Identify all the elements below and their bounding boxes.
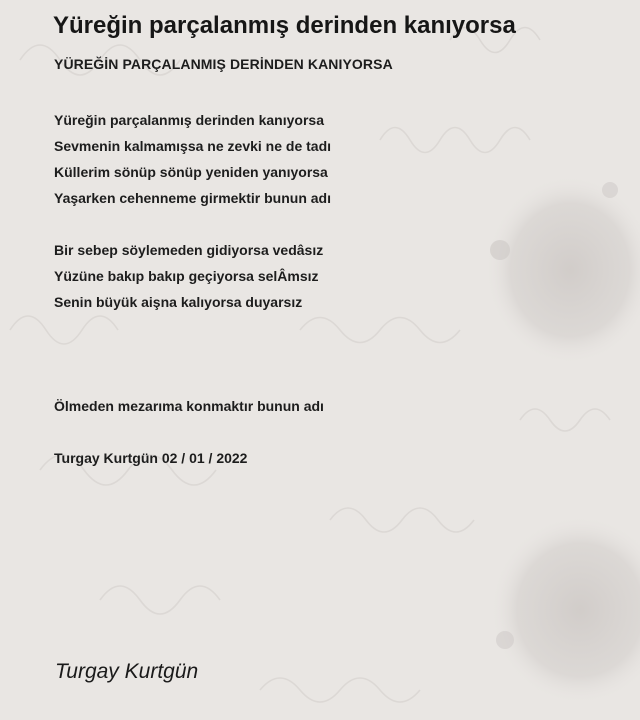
poem-line: Sevmenin kalmamışsa ne zevki ne de tadı bbox=[54, 138, 332, 154]
signature-line: Turgay Kurtgün 02 / 01 / 2022 bbox=[54, 450, 248, 466]
poem-line: Küllerim sönüp sönüp yeniden yanıyorsa bbox=[54, 164, 328, 180]
poem-line: Yüreğin parçalanmış derinden kanıyorsa bbox=[54, 112, 324, 128]
poem-line: Bir sebep söylemeden gidiyorsa vedâsız bbox=[54, 242, 324, 258]
closing-line: Ölmeden mezarıma konmaktır bunun adı bbox=[54, 398, 324, 414]
poem-line: Senin büyük aişna kalıyorsa duyarsız bbox=[54, 294, 303, 310]
author-name: Turgay Kurtgün bbox=[55, 660, 199, 683]
poem-body bbox=[54, 107, 331, 471]
poem-title: Yüreğin parçalanmış derinden kanıyorsa bbox=[53, 12, 516, 39]
poem-line: Yaşarken cehenneme girmektir bunun adı bbox=[54, 190, 331, 206]
stanza-1 bbox=[54, 107, 331, 211]
poem-line: Yüzüne bakıp bakıp geçiyorsa selÂmsız bbox=[54, 268, 319, 284]
stanza-2 bbox=[54, 237, 331, 315]
poem-subtitle: YÜREĞİN PARÇALANMIŞ DERİNDEN KANIYORSA bbox=[54, 56, 393, 72]
